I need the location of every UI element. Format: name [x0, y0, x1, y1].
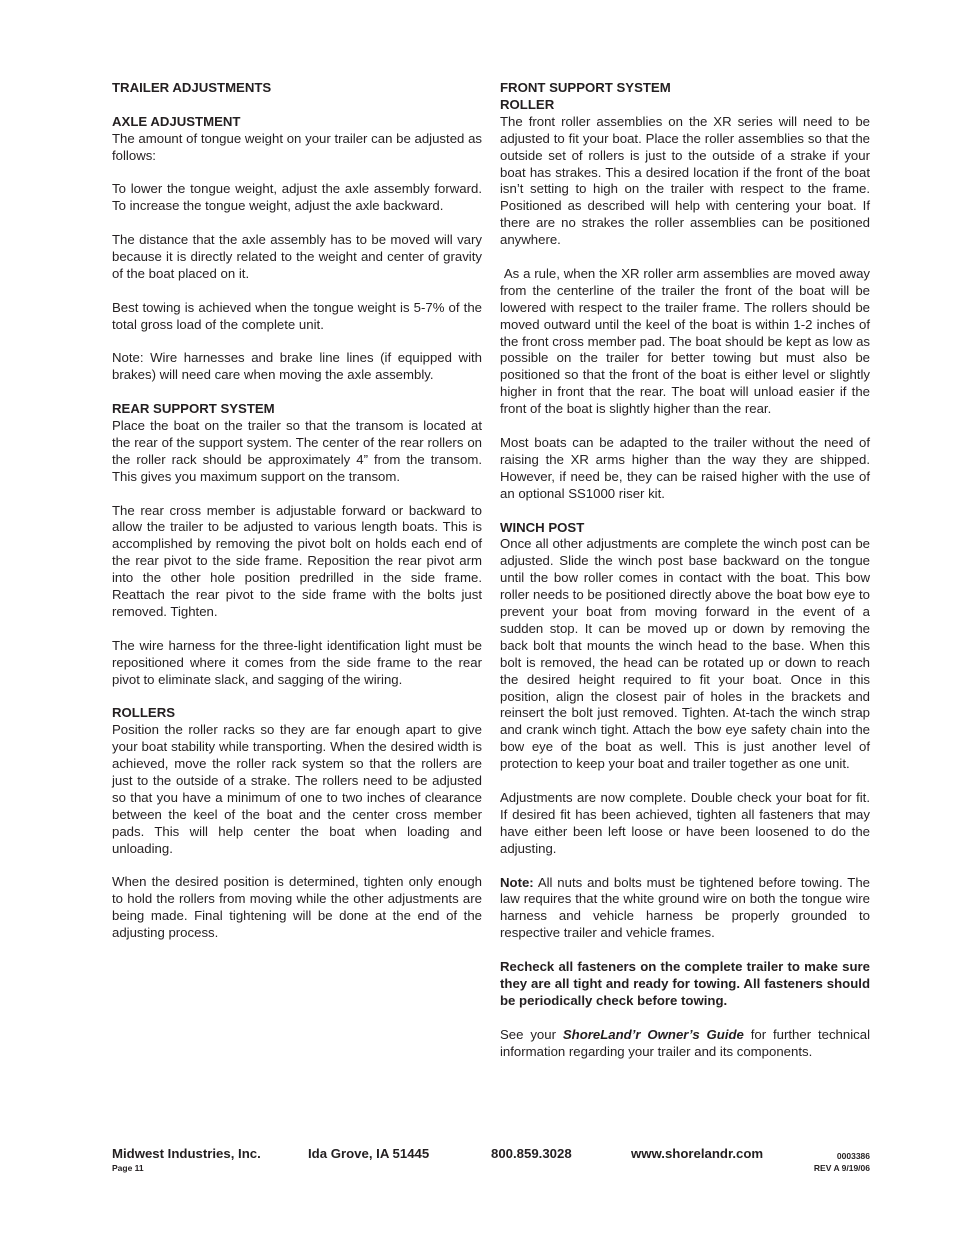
axle-paragraph-5: Note: Wire harnesses and brake line lines (if equipped with brakes) will need care when moving the axle assembly.: [112, 350, 482, 383]
footer-phone: 800.859.3028: [491, 1146, 572, 1161]
note-paragraph: [500, 875, 870, 943]
rollers-paragraph-1: Position the roller racks so they are far enough apart to give your boat stability while transporting. When the desired width is achieved, move the roller rack system so that the rollers are just to the outside of a strake. The rollers need to be adjusted so that you have a minimum of one to two inches of clearance between the keel of the boat and the center cross member pads. This will help center the boat when loading and unloading.: [112, 722, 482, 856]
rollers-section: [112, 705, 482, 942]
footer-company: Midwest Industries, Inc.: [112, 1146, 261, 1161]
footer-website: www.shorelandr.com: [631, 1146, 764, 1161]
axle-paragraph-3: The distance that the axle assembly has to be moved will vary because it is directly related to the weight and center of gravity of the boat placed on it.: [112, 232, 482, 281]
rear-paragraph-3: The wire harness for the three-light identification light must be repositioned where it comes from the side frame to the rear pivot to eliminate slack, and sagging of the wiring.: [112, 637, 482, 687]
see-prefix: See your: [500, 1026, 563, 1042]
footer-revision: REV A 9/19/06: [813, 1163, 870, 1173]
recheck-paragraph: Recheck all fasteners on the complete trailer to make sure they are all tight and ready for towing. All fasteners should be periodically check before towing.: [500, 959, 870, 1008]
front-paragraph-2: As a rule, when the XR roller arm assemblies are moved away from the centerline of the trailer the front of the boat will be lowered with respect to the trailer frame. The rollers should be moved outward until the keel of the boat is within 1-2 inches of the front cross member pad. The boat should be kept as low as possible on the trailer for better towing but must also be positioned so that the front of the boat is either level or slightly higher in front that the rear. The boat will unload easier if the front of the boat is slightly higher than the rear.: [500, 265, 874, 417]
rear-paragraph-1: Place the boat on the trailer so that the transom is located at the rear of the support system. The center of the rear rollers on the roller rack should be approximately 4” from the transom. This gives you maximum support on the transom.: [112, 418, 482, 484]
winch-paragraph-2: Adjustments are now complete. Double check your boat for fit. If desired fit has been achieved, tighten all fasteners that may have either been left loose or have been loosened to do the adjusting.: [500, 790, 870, 856]
axle-adjustment-section: [112, 114, 482, 384]
page-title: TRAILER ADJUSTMENTS: [112, 80, 272, 95]
rollers-heading: ROLLERS: [112, 705, 176, 721]
footer-doc-number: 0003386: [836, 1151, 870, 1161]
axle-paragraph-1: The amount of tongue weight on your trailer can be adjusted as follows:: [112, 130, 482, 163]
rear-support-section: [112, 401, 482, 688]
footer-page-number: Page 11: [112, 1163, 144, 1173]
page-footer: [112, 1146, 870, 1178]
front-paragraph-1: The front roller assemblies on the XR series will need to be adjusted to fit your boat. Place the roller assemblies so that the outside set of rollers is just to the outside of a strake if your boat has strakes. This a desired location if the front of the boat isn’t setting to high on the trailer with respect to the frame. Positioned as described will help with centering your boat. If there are no strakes the roller assemblies can be positioned anywhere.: [500, 113, 870, 248]
rollers-paragraph-2: When the desired position is determined, tighten only enough to hold the rollers from moving while the other adjustments are being made. Final tightening will be done at the end of the adjusting process.: [112, 874, 482, 941]
front-paragraph-3: Most boats can be adapted to the trailer without the need of raising the XR arms higher than the way they are shipped. However, if need be, they can be raised higher with the use of an optional SS1000 riser kit.: [500, 435, 870, 501]
winch-post-section: [500, 520, 870, 1061]
rear-paragraph-2: The rear cross member is adjustable forward or backward to allow the trailer to be adjusted to various length boats. This is accomplished by removing the pivot bolt on holds each end of the rear pivot to the side frame. Reposition the rear pivot arm into the other hole position predrilled in the side frame. Reattach the rear pivot to the side frame with the bolts just removed. Tighten.: [112, 502, 482, 619]
owners-guide-title: ShoreLand’r Owner’s Guide: [562, 1026, 744, 1042]
note-label: Note:: [500, 874, 534, 890]
roller-subheading: ROLLER: [500, 96, 555, 112]
see-guide-paragraph: [500, 1027, 870, 1061]
note-text: All nuts and bolts must be tightened before towing. The law requires that the white ground wire on both the tongue wire harness and vehicle harness be properly grounded to respective trailer and vehicle frames.: [500, 874, 870, 941]
front-support-heading: FRONT SUPPORT SYSTEM: [500, 80, 671, 95]
right-column: [500, 80, 874, 1077]
winch-paragraph-1: Once all other adjustments are complete the winch post can be adjusted. Slide the winch post base backward on the tongue until the bow roller comes in contact with the boat. This bow roller needs to be positioned directly above the boat bow eye to prevent your boat from moving forward in the event of a sudden stop. It can be moved up or down by removing the back bolt that mounts the winch head to the base. When this bolt is removed, the head can be rotated up or down to reach the desired height required to fit your boat. Once in this position, align the closest pair of holes in the brackets and reinsert the bolt just removed. Tighten. At-tach the winch strap and crank winch tight. Attach the bow eye safety chain into the bow eye of the boat as well. This is just another level of protection to keep your boat and trailer together as one unit.: [500, 536, 870, 772]
axle-paragraph-2: To lower the tongue weight, adjust the axle assembly forward. To increase the tongue weight, adjust the axle backward.: [112, 181, 482, 214]
winch-post-heading: WINCH POST: [500, 519, 585, 535]
front-support-section: [500, 80, 874, 503]
rear-support-heading: REAR SUPPORT SYSTEM: [112, 401, 275, 417]
left-column: [112, 80, 482, 959]
axle-paragraph-4: Best towing is achieved when the tongue weight is 5-7% of the total gross load of the complete unit.: [112, 299, 482, 332]
axle-adjustment-heading: AXLE ADJUSTMENT: [112, 113, 241, 129]
see-suffix: for further technical information regarding your trailer and its components.: [500, 1026, 871, 1059]
footer-location: Ida Grove, IA 51445: [308, 1146, 430, 1161]
